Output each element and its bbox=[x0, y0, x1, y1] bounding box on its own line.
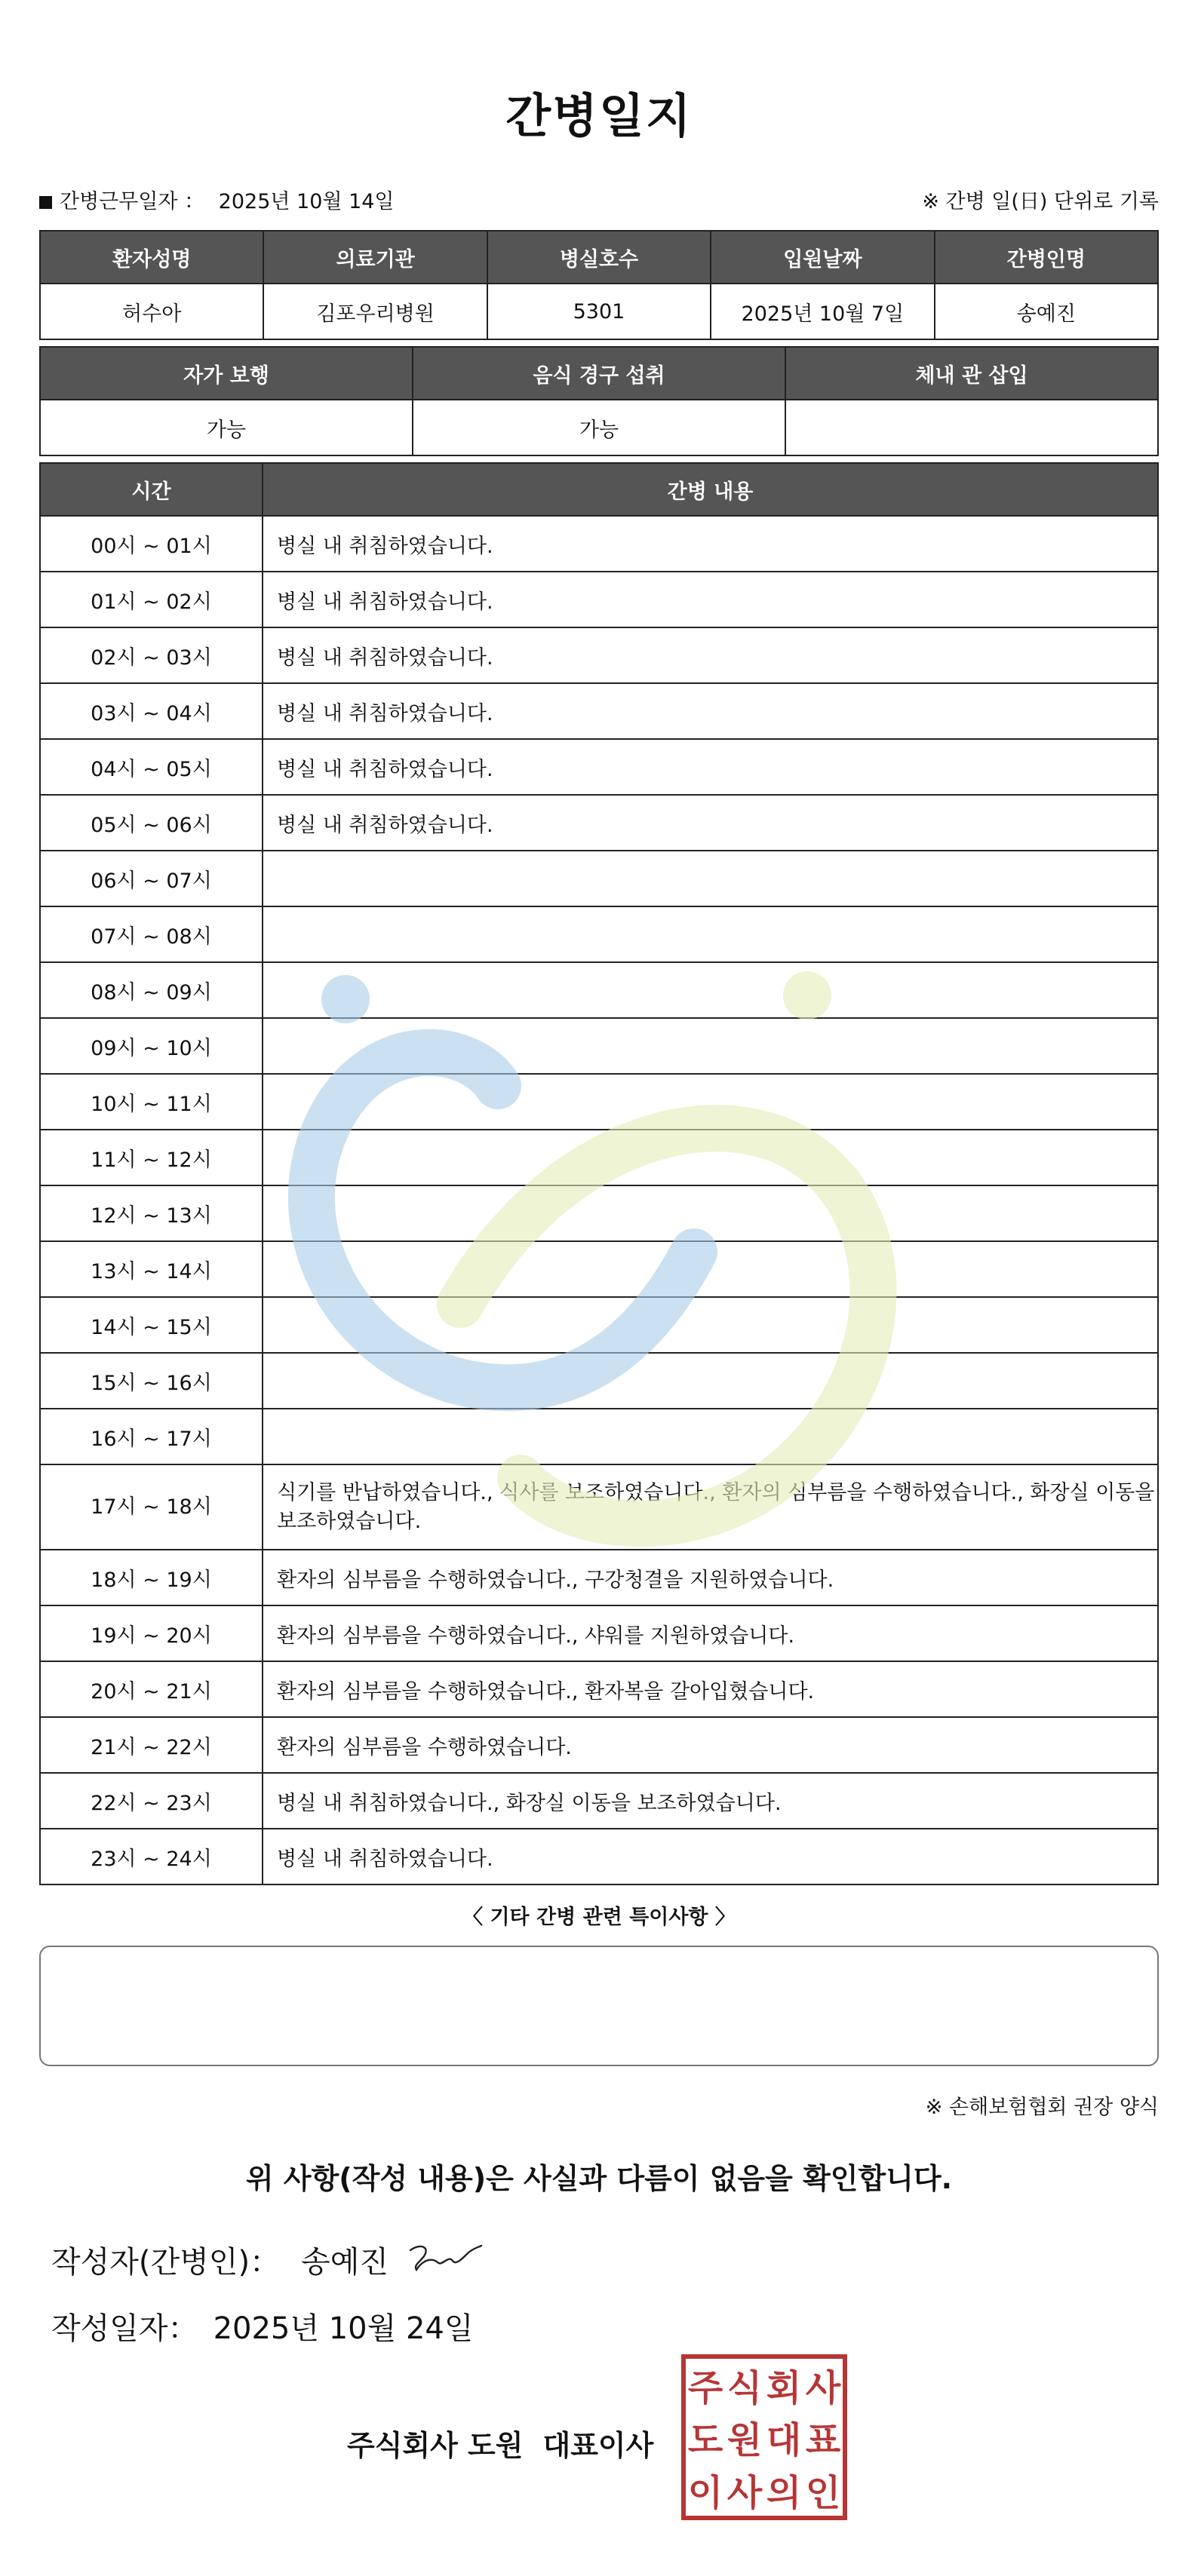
time-cell: 17시 ~ 18시 bbox=[40, 1464, 263, 1550]
time-cell: 05시 ~ 06시 bbox=[40, 795, 263, 851]
walking-value: 가능 bbox=[40, 400, 413, 455]
care-log-table bbox=[39, 462, 1159, 1885]
table-row bbox=[40, 1550, 1158, 1605]
time-cell: 06시 ~ 07시 bbox=[40, 851, 263, 906]
square-bullet-icon bbox=[39, 196, 52, 209]
table-row bbox=[40, 1297, 1158, 1353]
time-cell: 23시 ~ 24시 bbox=[40, 1829, 263, 1884]
time-cell: 19시 ~ 20시 bbox=[40, 1605, 263, 1661]
table-row bbox=[40, 627, 1158, 683]
table-row bbox=[40, 1130, 1158, 1185]
care-content-header: 간병 내용 bbox=[263, 463, 1158, 516]
time-cell: 00시 ~ 01시 bbox=[40, 516, 263, 572]
time-cell: 10시 ~ 11시 bbox=[40, 1074, 263, 1130]
daily-record-note: ※ 간병 일(日) 단위로 기록 bbox=[922, 190, 1159, 213]
work-date-label: 간병근무일자 ： bbox=[60, 190, 205, 213]
seal-character: 대 bbox=[766, 2419, 802, 2462]
care-content-cell: 병실 내 취침하였습니다. bbox=[263, 627, 1158, 683]
company-line bbox=[347, 2422, 653, 2464]
table-row bbox=[40, 851, 1158, 906]
time-cell: 15시 ~ 16시 bbox=[40, 1353, 263, 1409]
table-row bbox=[40, 795, 1158, 851]
table-row bbox=[40, 683, 1158, 739]
time-cell: 03시 ~ 04시 bbox=[40, 683, 263, 739]
meta-row bbox=[39, 187, 1159, 217]
time-header: 시간 bbox=[40, 463, 263, 516]
special-notes-box bbox=[39, 1946, 1159, 2066]
caregiver-name-value: 송예진 bbox=[935, 284, 1158, 339]
tube-insertion-header: 체내 관 삽입 bbox=[785, 347, 1158, 400]
time-cell: 21시 ~ 22시 bbox=[40, 1717, 263, 1773]
time-cell: 16시 ~ 17시 bbox=[40, 1409, 263, 1464]
author-name: 송예진 bbox=[301, 2245, 389, 2280]
company-seal-stamp bbox=[681, 2354, 847, 2520]
time-cell: 04시 ~ 05시 bbox=[40, 739, 263, 795]
time-cell: 12시 ~ 13시 bbox=[40, 1185, 263, 1241]
written-date-value: 2025년 10월 24일 bbox=[213, 2311, 474, 2346]
care-content-cell: 병실 내 취침하였습니다. bbox=[263, 739, 1158, 795]
recommendation-note: ※ 손해보험협회 권장 양식 bbox=[925, 2096, 1159, 2119]
special-notes-title: 〈 기타 간병 관련 특이사항 〉 bbox=[462, 1906, 736, 1929]
time-cell: 14시 ~ 15시 bbox=[40, 1297, 263, 1353]
care-content-cell: 병실 내 취침하였습니다. bbox=[263, 795, 1158, 851]
time-cell: 22시 ~ 23시 bbox=[40, 1773, 263, 1829]
table-row bbox=[40, 1074, 1158, 1130]
patient-name-value: 허수아 bbox=[40, 284, 263, 339]
care-content-cell: 병실 내 취침하였습니다. bbox=[263, 683, 1158, 739]
care-content-cell bbox=[263, 851, 1158, 906]
time-cell: 01시 ~ 02시 bbox=[40, 572, 263, 627]
company-name: 주식회사 도원 bbox=[347, 2429, 524, 2462]
care-content-cell bbox=[263, 1241, 1158, 1297]
hospital-header: 의료기관 bbox=[263, 231, 487, 284]
care-content-cell bbox=[263, 1018, 1158, 1074]
table-row bbox=[40, 1717, 1158, 1773]
table-row bbox=[40, 1661, 1158, 1717]
seal-character: 인 bbox=[805, 2471, 841, 2514]
time-cell: 09시 ~ 10시 bbox=[40, 1018, 263, 1074]
time-cell: 18시 ~ 19시 bbox=[40, 1550, 263, 1605]
hospital-value: 김포우리병원 bbox=[263, 284, 487, 339]
table-row bbox=[40, 516, 1158, 572]
table-row bbox=[40, 1605, 1158, 1661]
written-date-line bbox=[51, 2305, 474, 2348]
patient-name-header: 환자성명 bbox=[40, 231, 263, 284]
seal-character: 식 bbox=[726, 2367, 763, 2410]
time-cell: 08시 ~ 09시 bbox=[40, 962, 263, 1018]
care-content-cell: 병실 내 취침하였습니다. bbox=[263, 516, 1158, 572]
author-label: 작성자(간병인)： bbox=[51, 2245, 281, 2280]
seal-character: 도 bbox=[687, 2419, 723, 2462]
written-date-label: 작성일자： bbox=[51, 2311, 198, 2346]
table-row bbox=[40, 1829, 1158, 1884]
oral-intake-header: 음식 경구 섭취 bbox=[413, 347, 785, 400]
table-row bbox=[40, 572, 1158, 627]
admission-date-value: 2025년 10월 7일 bbox=[711, 284, 934, 339]
care-content-cell bbox=[263, 1353, 1158, 1409]
care-content-cell bbox=[263, 1074, 1158, 1130]
care-log-rows bbox=[40, 516, 1158, 1884]
time-cell: 20시 ~ 21시 bbox=[40, 1661, 263, 1717]
seal-character: 의 bbox=[766, 2471, 802, 2514]
care-content-cell: 환자의 심부름을 수행하였습니다., 환자복을 갈아입혔습니다. bbox=[263, 1661, 1158, 1717]
care-content-cell: 환자의 심부름을 수행하였습니다. bbox=[263, 1717, 1158, 1773]
seal-character: 이 bbox=[687, 2471, 723, 2514]
seal-character: 원 bbox=[726, 2419, 763, 2462]
walking-header: 자가 보행 bbox=[40, 347, 413, 400]
seal-character: 회 bbox=[766, 2367, 802, 2410]
care-content-cell: 병실 내 취침하였습니다. bbox=[263, 1829, 1158, 1884]
document-title: 간병일지 bbox=[505, 88, 693, 143]
table-row bbox=[40, 962, 1158, 1018]
care-content-cell: 병실 내 취침하였습니다. bbox=[263, 572, 1158, 627]
table-row bbox=[40, 1773, 1158, 1829]
care-content-cell: 환자의 심부름을 수행하였습니다., 구강청결을 지원하였습니다. bbox=[263, 1550, 1158, 1605]
seal-character: 사 bbox=[805, 2367, 841, 2410]
seal-character: 표 bbox=[805, 2419, 841, 2462]
time-cell: 07시 ~ 08시 bbox=[40, 906, 263, 962]
representative-title: 대표이사 bbox=[542, 2429, 654, 2462]
time-cell: 02시 ~ 03시 bbox=[40, 627, 263, 683]
handwritten-signature bbox=[407, 2240, 483, 2274]
care-content-cell: 병실 내 취침하였습니다., 화장실 이동을 보조하였습니다. bbox=[263, 1773, 1158, 1829]
patient-ability-table bbox=[39, 346, 1159, 456]
table-row bbox=[40, 1353, 1158, 1409]
care-content-cell bbox=[263, 906, 1158, 962]
care-content-cell bbox=[263, 1185, 1158, 1241]
seal-character: 주 bbox=[687, 2367, 723, 2410]
time-cell: 13시 ~ 14시 bbox=[40, 1241, 263, 1297]
care-content-cell: 식기를 반납하였습니다., 식사를 보조하였습니다., 환자의 심부름을 수행하였습니다., 화장실 이동을 보조하였습니다. bbox=[263, 1464, 1158, 1550]
table-row bbox=[40, 739, 1158, 795]
caregiver-name-header: 간병인명 bbox=[935, 231, 1158, 284]
author-line bbox=[51, 2238, 389, 2281]
care-content-cell bbox=[263, 962, 1158, 1018]
confirmation-statement: 위 사항(작성 내용)은 사실과 다름이 없음을 확인합니다. bbox=[245, 2162, 953, 2195]
table-row bbox=[40, 906, 1158, 962]
care-content-cell bbox=[263, 1297, 1158, 1353]
patient-info-table bbox=[39, 230, 1159, 340]
table-row bbox=[40, 1185, 1158, 1241]
time-cell: 11시 ~ 12시 bbox=[40, 1130, 263, 1185]
care-content-cell bbox=[263, 1130, 1158, 1185]
table-row bbox=[40, 1409, 1158, 1464]
care-content-cell: 환자의 심부름을 수행하였습니다., 샤워를 지원하였습니다. bbox=[263, 1605, 1158, 1661]
work-date-value: 2025년 10월 14일 bbox=[218, 190, 395, 213]
care-content-cell bbox=[263, 1409, 1158, 1464]
work-date-info bbox=[39, 187, 395, 217]
table-row bbox=[40, 1018, 1158, 1074]
room-number-value: 5301 bbox=[487, 284, 711, 339]
tube-insertion-value bbox=[785, 400, 1158, 455]
admission-date-header: 입원날짜 bbox=[711, 231, 934, 284]
room-number-header: 병실호수 bbox=[487, 231, 711, 284]
table-row bbox=[40, 1464, 1158, 1550]
oral-intake-value: 가능 bbox=[413, 400, 785, 455]
seal-character: 사 bbox=[726, 2471, 763, 2514]
table-row bbox=[40, 1241, 1158, 1297]
